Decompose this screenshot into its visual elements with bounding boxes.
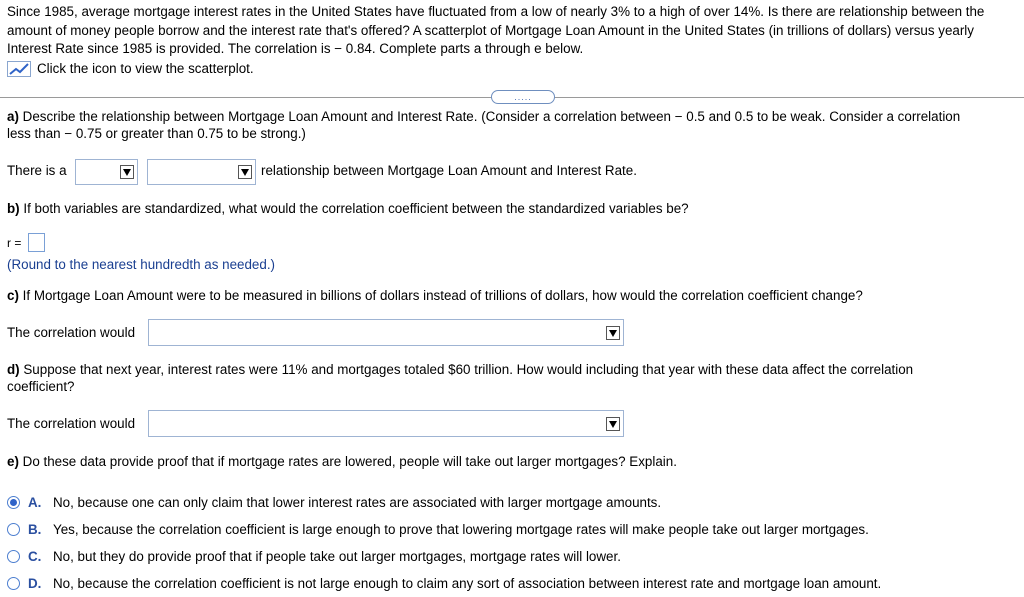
chevron-down-icon[interactable] bbox=[120, 165, 134, 179]
outlier-effect-select[interactable] bbox=[148, 410, 624, 437]
radio-icon[interactable] bbox=[7, 550, 20, 563]
chevron-down-icon[interactable] bbox=[606, 326, 620, 340]
choice-d[interactable] bbox=[7, 576, 881, 591]
choice-a[interactable] bbox=[7, 495, 661, 510]
choice-text[interactable]: No, but they do provide proof that if people take out larger mortgages, mortgage rates will lower. bbox=[53, 549, 621, 564]
r-label: r = bbox=[7, 236, 22, 250]
part-c-question-text: If Mortgage Loan Amount were to be measured in billions of dollars instead of trillions of dollars, how would the correlation coefficient change? bbox=[22, 288, 863, 303]
chevron-down-icon[interactable] bbox=[606, 417, 620, 431]
part-e-label: e) bbox=[7, 454, 19, 469]
scatterplot-link-label[interactable]: Click the icon to view the scatterplot. bbox=[37, 61, 254, 76]
part-d-label: d) bbox=[7, 362, 20, 377]
chevron-down-icon[interactable] bbox=[238, 165, 252, 179]
part-b-question bbox=[7, 200, 689, 218]
radio-selected-icon[interactable] bbox=[7, 496, 20, 509]
direction-select[interactable] bbox=[147, 159, 256, 185]
choice-letter: A. bbox=[28, 495, 42, 510]
choice-letter: B. bbox=[28, 522, 42, 537]
part-a-question-text: Describe the relationship between Mortgage Loan Amount and Interest Rate. (Consider a correlation between − 0.5 and 0.5 to be weak. Consider a correlation bbox=[22, 109, 961, 124]
chart-icon[interactable] bbox=[7, 61, 31, 77]
part-a-question-line1 bbox=[7, 108, 960, 126]
part-c-answer-prefix: The correlation would bbox=[7, 325, 136, 340]
part-b-question-text: If both variables are standardized, what would the correlation coefficient between the standardized variables be? bbox=[23, 201, 689, 216]
unit-change-select[interactable] bbox=[148, 319, 624, 346]
part-a-answer-suffix: relationship between Mortgage Loan Amount and Interest Rate. bbox=[261, 163, 637, 178]
choice-c[interactable] bbox=[7, 549, 621, 564]
problem-intro: Since 1985, average mortgage interest rates in the United States have fluctuated from a low of nearly 3% to a high of over 14%. Is there are relationship between the amount of money people borrow and the interest rate that's offered? A scatterplot of Mortgage Loan Amount in the United States (in trillions of dollars) versus yearly Interest Rate since 1985 is provided. The correlation is − 0.84. Complete parts a through e below. bbox=[7, 4, 985, 56]
part-a-answer-prefix: There is a bbox=[7, 163, 67, 178]
part-d-answer-prefix: The correlation would bbox=[7, 416, 136, 431]
radio-icon[interactable] bbox=[7, 523, 20, 536]
part-a-question-line2: less than − 0.75 or greater than 0.75 to be strong.) bbox=[7, 126, 306, 141]
scatterplot-link[interactable] bbox=[7, 60, 254, 78]
part-d-question-line2: coefficient? bbox=[7, 379, 75, 394]
part-c-question bbox=[7, 287, 863, 305]
choice-b[interactable] bbox=[7, 522, 869, 537]
strength-select[interactable] bbox=[75, 159, 138, 185]
part-c-label: c) bbox=[7, 288, 19, 303]
part-d-question-line1 bbox=[7, 361, 913, 379]
radio-icon[interactable] bbox=[7, 577, 20, 590]
choice-letter: D. bbox=[28, 576, 42, 591]
part-d-question-text: Suppose that next year, interest rates were 11% and mortgages totaled $60 trillion. How would including that year with these data affect the correlation bbox=[23, 362, 914, 377]
rounding-hint: (Round to the nearest hundredth as needed.) bbox=[7, 257, 276, 272]
part-e-question-text: Do these data provide proof that if mortgage rates are lowered, people will take out larger mortgages? Explain. bbox=[22, 454, 677, 469]
choice-text[interactable]: Yes, because the correlation coefficient is large enough to prove that lowering mortgage rates will make people take out larger mortgages. bbox=[53, 522, 869, 537]
part-b-label: b) bbox=[7, 201, 20, 216]
choice-text[interactable]: No, because the correlation coefficient is not large enough to claim any sort of association between interest rate and mortgage loan amount. bbox=[53, 576, 882, 591]
choice-letter: C. bbox=[28, 549, 42, 564]
part-a-label: a) bbox=[7, 109, 19, 124]
part-e-question bbox=[7, 453, 677, 471]
choice-text[interactable]: No, because one can only claim that lower interest rates are associated with larger mortgage amounts. bbox=[53, 495, 662, 510]
expand-toggle-button[interactable]: ..... bbox=[491, 90, 555, 104]
r-answer-input[interactable] bbox=[28, 233, 45, 252]
